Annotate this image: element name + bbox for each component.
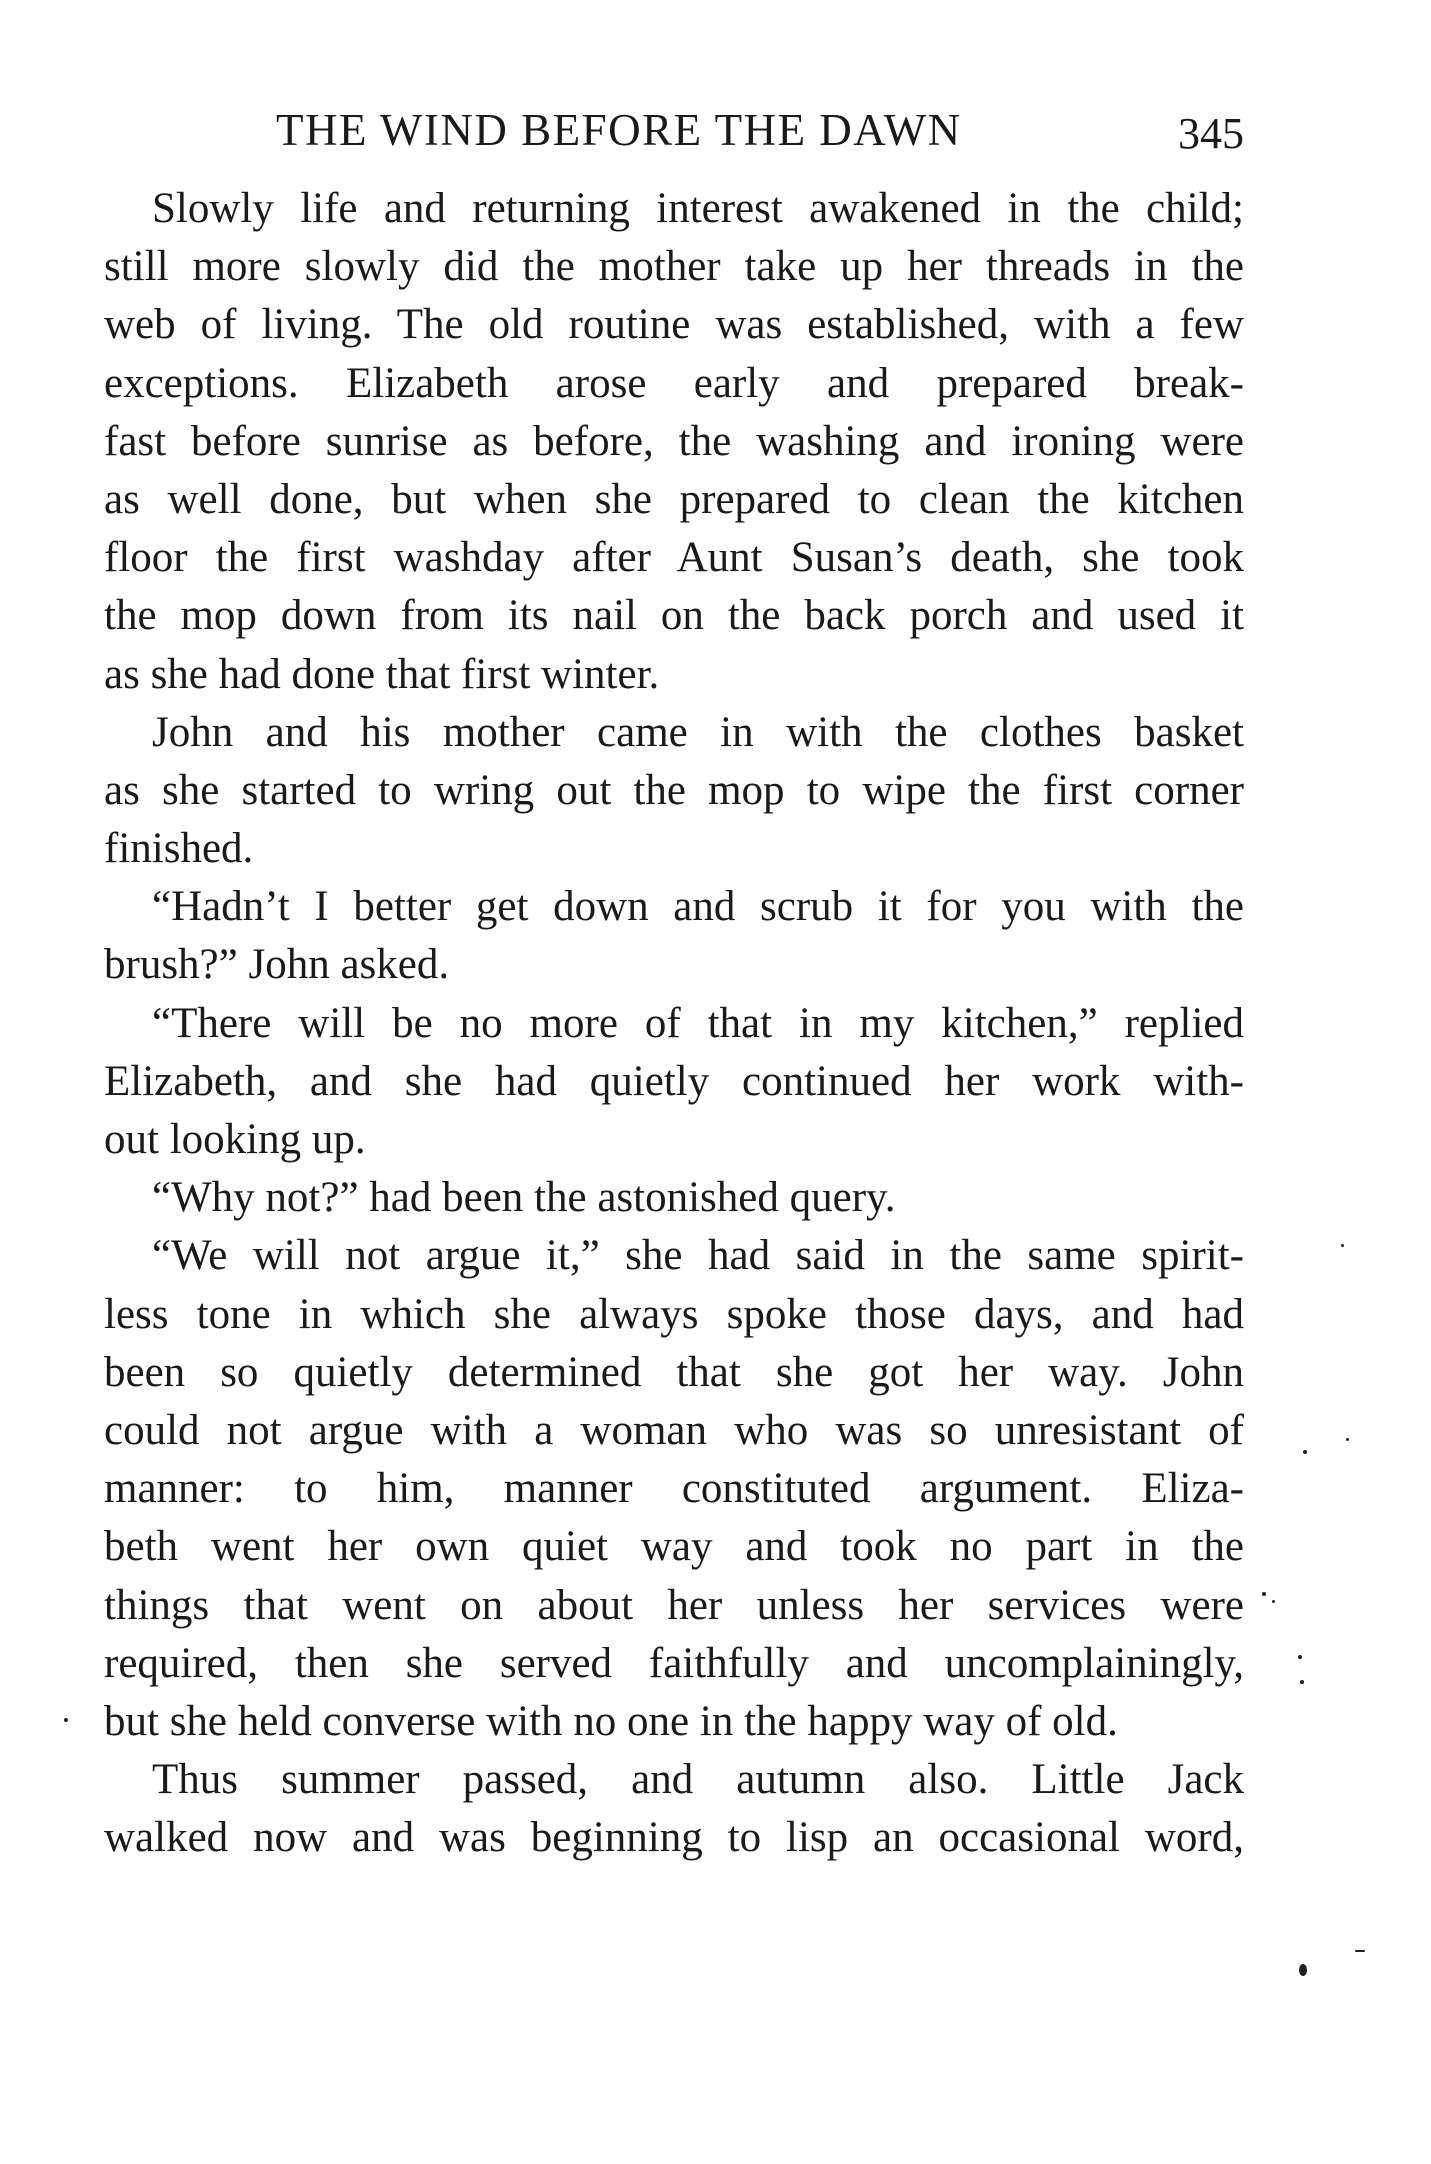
text-line: as she started to wring out the mop to wipe the first corner <box>104 766 1244 814</box>
paragraph <box>104 878 1244 994</box>
margin-speck <box>64 1718 68 1722</box>
text-line: brush?” John asked. <box>104 941 450 989</box>
paragraph <box>104 1227 1244 1751</box>
text-line: things that went on about her unless her services were <box>104 1581 1244 1629</box>
margin-speck <box>1355 1950 1365 1952</box>
margin-speck <box>1303 1450 1307 1454</box>
text-line: “We will not argue it,” she had said in the same spirit- <box>152 1232 1244 1280</box>
paragraph <box>104 1751 1244 1867</box>
text-line: manner: to him, manner constituted argument. Eliza- <box>104 1465 1244 1513</box>
text-line: out looking up. <box>104 1116 366 1163</box>
margin-speck <box>1299 1964 1307 1976</box>
text-line: less tone in which she always spoke those days, and had <box>104 1290 1244 1338</box>
text-line: floor the first washday after Aunt Susan’s death, she took <box>104 534 1244 582</box>
paragraph <box>104 1169 1244 1227</box>
text-line: could not argue with a woman who was so unresistant of <box>104 1406 1244 1454</box>
running-title: THE WIND BEFORE THE DAWN <box>276 105 962 155</box>
text-line: Elizabeth, and she had quietly continued her work with- <box>104 1057 1244 1105</box>
margin-speck <box>1262 1592 1266 1596</box>
text-line: finished. <box>104 825 254 873</box>
text-line: walked now and was beginning to lisp an occasional word, <box>104 1814 1244 1862</box>
text-line: “Hadn’t I better get down and scrub it for you with the <box>152 883 1244 931</box>
text-line: been so quietly determined that she got her way. John <box>104 1348 1244 1396</box>
text-line: John and his mother came in with the clothes basket <box>152 708 1244 756</box>
text-line: beth went her own quiet way and took no part in the <box>104 1523 1244 1571</box>
body-text <box>104 180 1244 1867</box>
text-line: the mop down from its nail on the back porch and used it <box>104 592 1244 640</box>
paragraph <box>104 180 1244 704</box>
text-line: still more slowly did the mother take up her threads in the <box>104 243 1244 291</box>
text-line: but she held converse with no one in the happy way of old. <box>104 1697 1118 1745</box>
margin-speck <box>1300 1680 1304 1684</box>
paragraph <box>104 704 1244 879</box>
text-line: Slowly life and returning interest awakened in the child; <box>152 185 1244 232</box>
running-head <box>104 100 1244 160</box>
margin-speck <box>1298 1655 1302 1659</box>
text-line: Thus summer passed, and autumn also. Little Jack <box>152 1756 1244 1804</box>
margin-speck <box>1272 1600 1275 1603</box>
text-line: “Why not?” had been the astonished query. <box>152 1174 896 1222</box>
margin-speck <box>1346 1438 1349 1441</box>
page-number: 345 <box>1178 109 1244 158</box>
text-line: fast before sunrise as before, the washing and ironing were <box>104 417 1244 465</box>
text-line: as she had done that first winter. <box>104 650 660 698</box>
text-line: exceptions. Elizabeth arose early and prepared break- <box>104 359 1244 407</box>
paragraph <box>104 995 1244 1170</box>
text-line: as well done, but when she prepared to clean the kitchen <box>104 475 1244 523</box>
margin-speck <box>1341 1244 1344 1247</box>
text-line: required, then she served faithfully and uncomplainingly, <box>104 1639 1244 1687</box>
text-line: “There will be no more of that in my kitchen,” replied <box>152 999 1244 1047</box>
text-line: web of living. The old routine was established, with a few <box>104 301 1244 349</box>
